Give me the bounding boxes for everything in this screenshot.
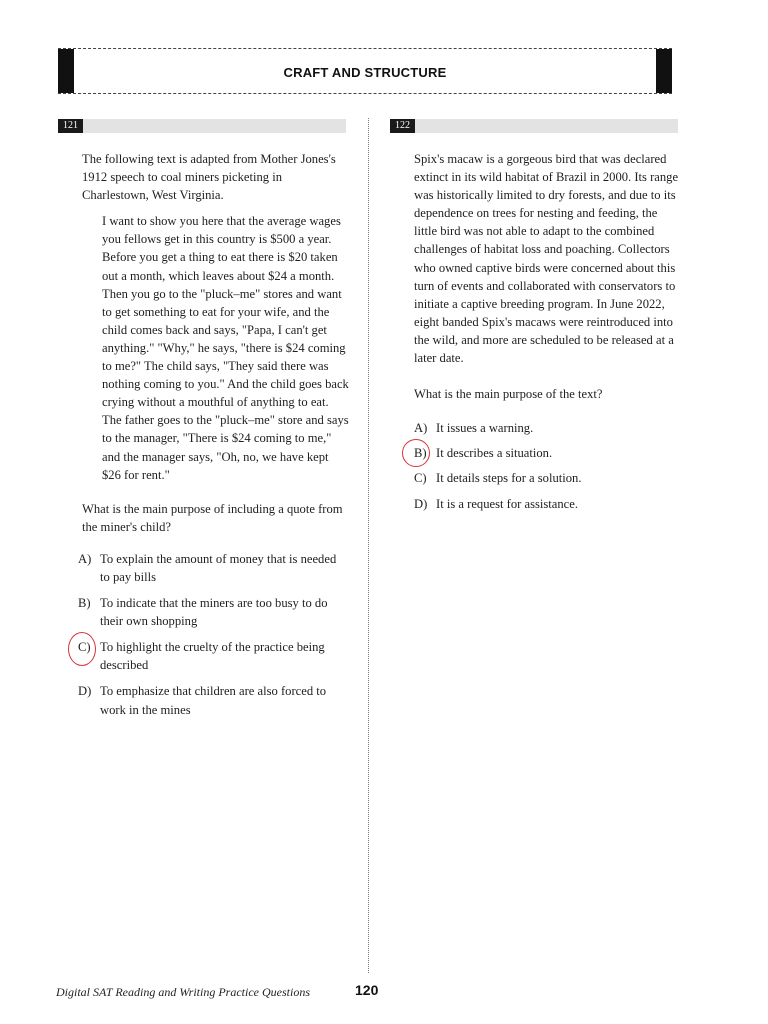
column-divider — [368, 118, 369, 973]
question-122-number: 122 — [390, 119, 415, 133]
choice-d[interactable] — [414, 495, 682, 513]
passage-intro: The following text is adapted from Mother Jones's 1912 speech to coal miners picketing in Charlestown, West Virginia. — [82, 152, 336, 203]
choice-text: To emphasize that children are also forced to work in the mines — [100, 684, 327, 717]
choice-b[interactable] — [414, 444, 682, 462]
book-title: Digital SAT Reading and Writing Practice Questions — [56, 985, 310, 999]
page-number: 120 — [355, 982, 379, 998]
question-121 — [78, 150, 350, 727]
passage: Spix's macaw is a gorgeous bird that was declared extinct in its wild habitat of Brazil in 2000. Its range was historically limited to dry forests, and due to its dependence on trees for nesting and feeding, the little bird was not able to adapt to the combined challenges of habitat loss and poaching. Collectors who owned captive birds were concerned about this turn of events and collaborated with conservators to initiate a captive breeding program. In June 2022, eight banded Spix's macaws were reintroduced into the wild, and more are scheduled to be released at a later date. — [414, 152, 679, 366]
choice-c[interactable] — [78, 638, 346, 674]
passage-quote: I want to show you here that the average wages you fellows get in this country is $500 a year. Before you get a thing to eat there is $20 taken out a month, which leaves about $24 a month. Then you go to the "pluck–me" stores and want to get something to eat for your wife, and the child comes back and says, "Papa, I can't get anything." "Why," he says, "there is $24 coming to me?" The child says, "They said there was nothing coming to you." And the child goes back crying without a mouthful of anything to eat. The father goes to the "pluck–me" store and says to the manager, "There is $24 coming to me," and the manager says, "Oh, no, we have kept $26 for rent." — [102, 214, 349, 482]
choice-c[interactable] — [414, 469, 682, 487]
choice-letter: B) — [78, 596, 91, 611]
question-stem: What is the main purpose of including a quote from the miner's child? — [82, 501, 343, 534]
question-121-number: 121 — [58, 119, 83, 133]
choice-text: It is a request for assistance. — [436, 496, 578, 511]
question-122 — [414, 150, 682, 520]
choice-letter: D) — [414, 496, 428, 511]
choice-text: It details steps for a solution. — [436, 471, 582, 486]
choice-text: It issues a warning. — [436, 421, 534, 436]
choice-text: To highlight the cruelty of the practice being described — [100, 640, 325, 673]
choice-letter: C) — [78, 640, 91, 655]
choice-text: It describes a situation. — [436, 446, 553, 461]
choice-letter: A) — [78, 551, 92, 566]
answer-choices — [414, 419, 682, 512]
choice-b[interactable] — [78, 594, 346, 630]
question-122-band — [390, 119, 678, 133]
section-title: CRAFT AND STRUCTURE — [283, 65, 447, 80]
choice-text: To explain the amount of money that is needed to pay bills — [100, 551, 337, 584]
question-stem: What is the main purpose of the text? — [414, 387, 603, 402]
choice-a[interactable] — [414, 419, 682, 437]
section-header — [58, 48, 672, 94]
choice-d[interactable] — [78, 682, 346, 718]
choice-text: To indicate that the miners are too busy to do their own shopping — [100, 596, 328, 629]
header-bar-right — [656, 49, 672, 93]
choice-letter: A) — [414, 421, 428, 436]
answer-choices — [78, 550, 350, 719]
choice-letter: B) — [414, 446, 427, 461]
question-121-band — [58, 119, 346, 133]
choice-a[interactable] — [78, 550, 346, 586]
choice-letter: D) — [78, 684, 92, 699]
choice-letter: C) — [414, 471, 427, 486]
